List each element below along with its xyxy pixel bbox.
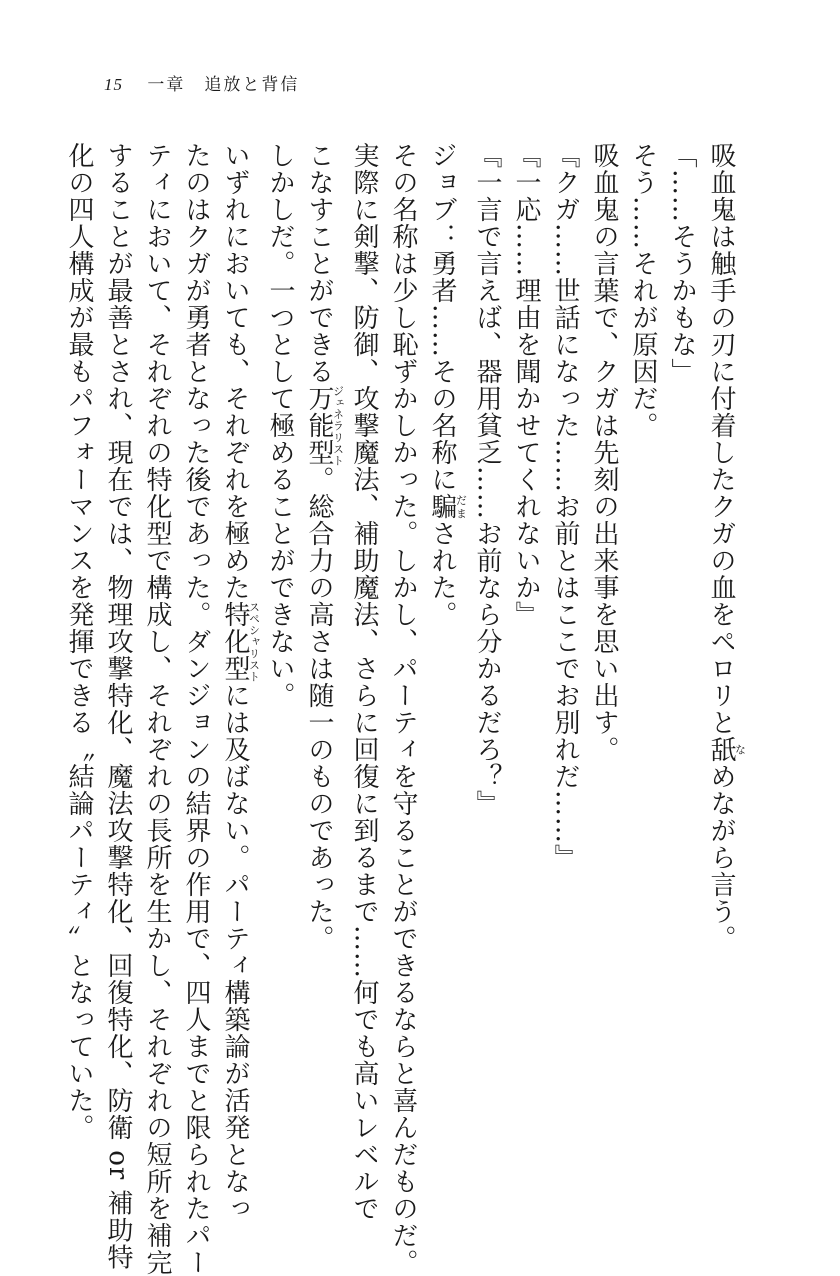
chapter-title: 一章 追放と背信 xyxy=(147,75,300,95)
text-line xyxy=(545,142,584,1142)
ruby-base: 騙 xyxy=(427,493,457,520)
text-run: 『クガ……世話になった……お前とはここでお別れだ……』 xyxy=(550,142,580,871)
ruby-reading: だま xyxy=(454,493,468,520)
text-line xyxy=(299,142,344,1142)
text-line xyxy=(701,142,746,1142)
text-line xyxy=(215,142,261,1222)
text-line xyxy=(422,142,467,1142)
text-run: その名称は少し恥ずかしかった。しかし、パーティを守ることができるならと喜んだものだ。 xyxy=(388,142,418,1276)
ruby-annotation xyxy=(427,493,468,520)
ruby-annotation xyxy=(304,385,345,466)
text-run: たのはクガが勇者となった後であった。ダンジョンの結界の作用で、四人までと限られたパー xyxy=(181,142,211,1276)
vertical-body-text xyxy=(64,142,747,1276)
text-line xyxy=(584,142,623,1142)
text-line xyxy=(260,142,299,1142)
ruby-reading: ジェネラリスト xyxy=(331,385,345,466)
text-run: こなすことができる xyxy=(304,142,334,385)
text-line xyxy=(383,142,422,1276)
text-line xyxy=(623,142,662,1142)
text-line xyxy=(98,142,137,1271)
text-run: ジョブ：勇者……その名称に xyxy=(427,142,457,493)
page-number: 15 xyxy=(104,75,123,94)
ruby-annotation xyxy=(706,736,747,763)
text-line xyxy=(59,142,98,1142)
text-line xyxy=(506,142,545,1142)
text-run: 吸血鬼の言葉で、クガは先刻の出来事を思い出す。 xyxy=(589,142,619,763)
running-header xyxy=(104,70,299,95)
text-run: しかしだ。一つとして極めることができない。 xyxy=(265,142,295,709)
text-line xyxy=(344,142,383,1222)
text-line xyxy=(137,142,176,1276)
text-run: ティにおいて、それぞれの特化型で構成し、それぞれの長所を生かし、それぞれの短所を補完 xyxy=(142,142,172,1276)
ruby-reading: スペシャリスト xyxy=(247,601,261,682)
ruby-base: 万能型 xyxy=(304,385,334,466)
text-run: いずれにおいても、それぞれを極めた xyxy=(220,142,250,601)
text-run: 。総合力の高さは随一のものであった。 xyxy=(304,466,334,952)
text-run: には及ばない。パーティ構築論が活発となっ xyxy=(220,682,250,1222)
text-run: 『一言で言えば、器用貧乏……お前なら分かるだろ？』 xyxy=(472,142,502,817)
text-run: することが最善とされ、現在では、物理攻撃特化、魔法攻撃特化、回復特化、防衛 or 補助特 xyxy=(103,142,133,1271)
text-line xyxy=(176,142,215,1276)
text-run: 「……そうかもな」 xyxy=(667,142,697,385)
ruby-reading: な xyxy=(733,736,747,763)
ruby-annotation xyxy=(220,601,261,682)
text-line xyxy=(467,142,506,1142)
text-run: 『一応……理由を聞かせてくれないか』 xyxy=(511,142,541,628)
text-run: そう……それが原因だ。 xyxy=(628,142,658,439)
text-run: 吸血鬼は触手の刃に付着したクガの血をペロリと xyxy=(706,142,736,736)
ruby-base: 特化型 xyxy=(220,601,250,682)
text-run: された。 xyxy=(427,520,457,628)
text-line xyxy=(662,142,701,1142)
text-run: 化の四人構成が最もパフォーマンスを発揮できる〝結論パーティ〟となっていた。 xyxy=(64,142,94,1141)
text-run: めながら言う。 xyxy=(706,763,736,952)
text-run: 実際に剣撃、防御、攻撃魔法、補助魔法、さらに回復に到るまで……何でも高いレベルで xyxy=(349,142,379,1222)
ruby-base: 舐 xyxy=(706,736,736,763)
